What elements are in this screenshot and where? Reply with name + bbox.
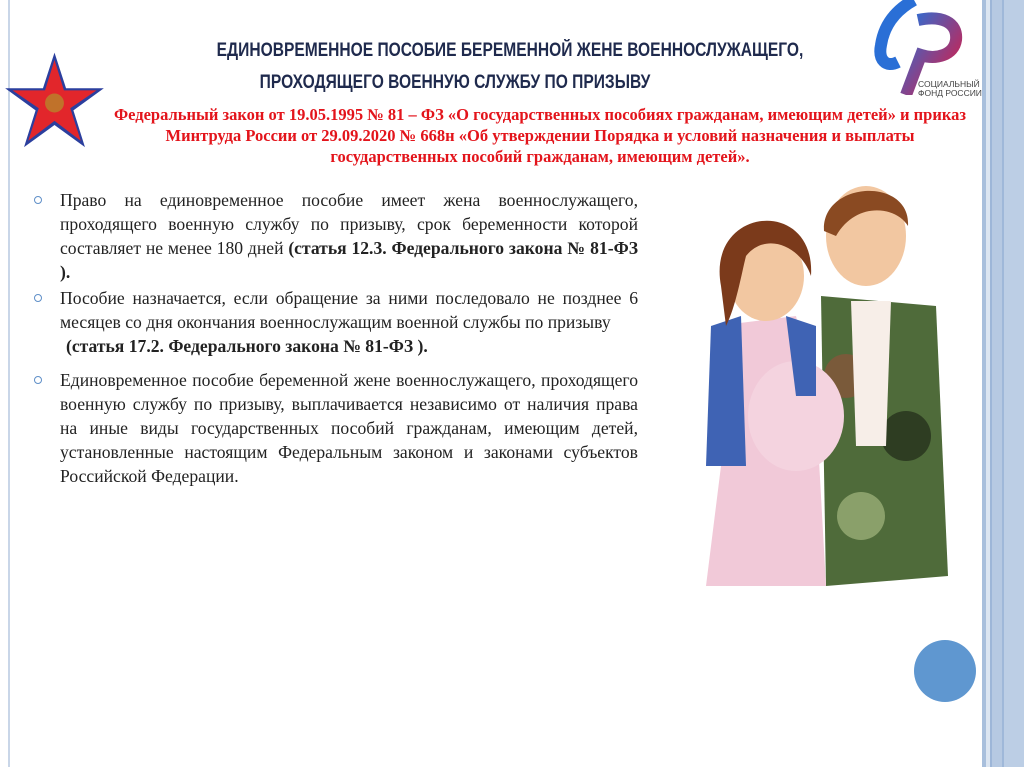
bullet-icon (34, 376, 42, 384)
slide-border-stripes (980, 0, 1024, 767)
article-reference: (статья 12.3. Федерального закона № 81-ФЗ ). (60, 238, 638, 282)
article-reference: (статья 17.2. Федерального закона № 81-ФЗ ). (66, 336, 428, 356)
decorative-circle (914, 640, 976, 702)
law-reference: Федеральный закон от 19.05.1995 № 81 – ФЗ «О государственных пособиях гражданам, имеющим детей» и приказ Минтруда России от 29.09.2020 № 668н «Об утверждении Порядка и условий назначения и выплаты государственных пособий гражданам, имеющим детей». (113, 105, 967, 166)
pregnant-couple-illustration (686, 176, 956, 588)
social-fund-logo-text: СОЦИАЛЬНЫЙ ФОНД РОССИИ (918, 79, 982, 98)
list-item: Единовременное пособие беременной жене военнослужащего, проходящего военную службу по призыву, выплачивается независимо от наличия права на иные виды государственных пособий гражданам, имеющим детей, установленные настоящим Федеральным законом и законами субъектов Российской Федерации. (34, 368, 638, 488)
list-item: Пособие назначается, если обращение за ними последовало не позднее 6 месяцев со дня окончания военнослужащим военной службы по призыву (статья 17.2. Федерального закона № 81-ФЗ ). (34, 286, 638, 358)
slide-title-line1: ЕДИНОВРЕМЕННОЕ ПОСОБИЕ БЕРЕМЕННОЙ ЖЕНЕ ВОЕННОСЛУЖАЩЕГО, (216, 40, 804, 61)
bullet-icon (34, 196, 42, 204)
slide-title-line2: ПРОХОДЯЩЕГО ВОЕННУЮ СЛУЖБУ ПО ПРИЗЫВУ (259, 72, 651, 93)
red-star-emblem-icon (2, 48, 107, 158)
bullet-icon (34, 294, 42, 302)
bullet-list (34, 188, 638, 490)
list-item: Право на единовременное пособие имеет жена военнослужащего, проходящего военную службу по призыву, срок беременности которой составляет не менее 180 дней (статья 12.3. Федерального закона № 81-ФЗ ). (34, 188, 638, 284)
